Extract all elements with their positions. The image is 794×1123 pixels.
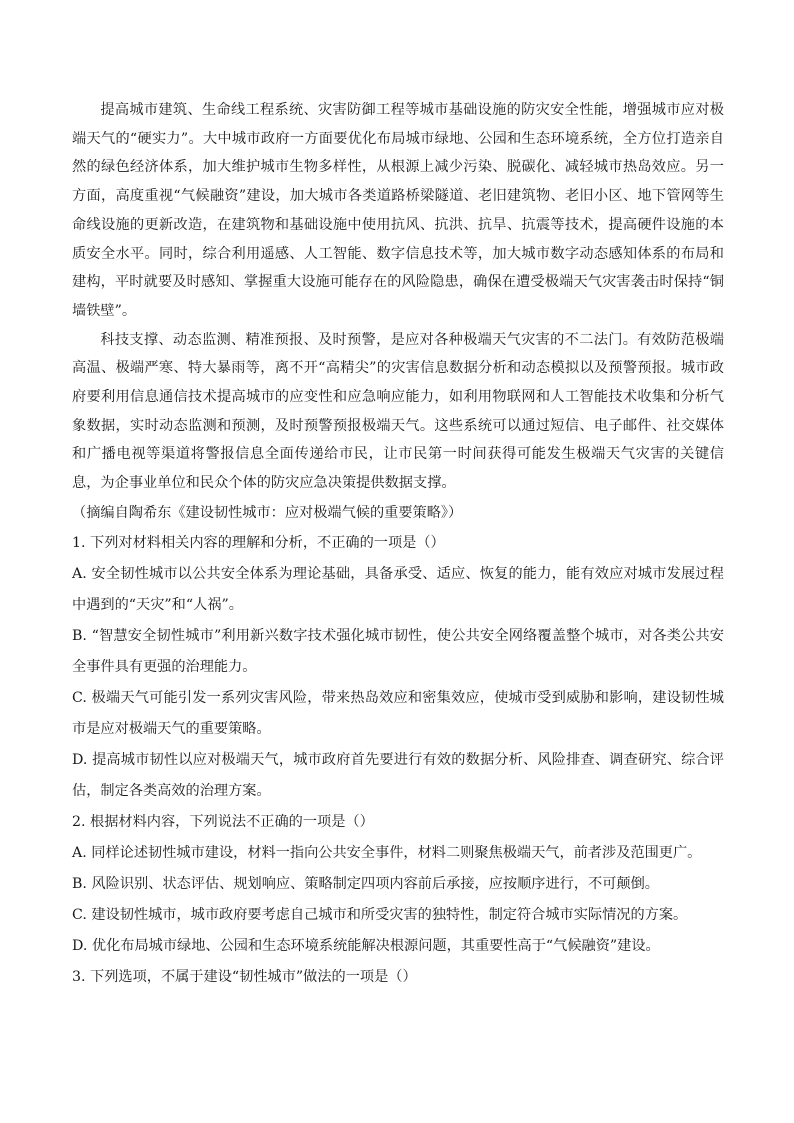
passage-paragraph-2: 科技支撑、动态监测、精准预报、及时预警，是应对各种极端天气灾害的不二法门。有效防范极端高温、极端严寒、特大暴雨等，离不开“高精尖”的灾害信息数据分析和动态模拟以及预警预报。城市政府要利用信息通信技术提高城市的应变性和应急响应能力，如利用物联网和人工智能技术收集和分析气象数据，实时动态监测和预测，及时预警预报极端天气。这些系统可以通过短信、电子邮件、社交媒体和广播电视等渠道将警报信息全面传递给市民，让市民第一时间获得可能发生极端天气灾害的关键信息，为企事业单位和民众个体的防灾应急决策提供数据支撑。 <box>72 331 724 492</box>
option-d: D. 提高城市韧性以应对极端天气，城市政府首先要进行有效的数据分析、风险排查、调查研究、综合评估，制定各类高效的治理方案。 <box>72 751 724 799</box>
option-b: B. “智慧安全韧性城市”利用新兴数字技术强化城市韧性，使公共安全网络覆盖整个城市，对各类公共安全事件具有更强的治理能力。 <box>72 627 724 675</box>
question-2 <box>72 807 724 962</box>
option-d: D. 优化布局城市绿地、公园和生态环境系统能解决根源问题，其重要性高于“气候融资”建设。 <box>72 937 660 954</box>
question-3 <box>72 962 724 993</box>
question-stem: 1. 下列对材料相关内容的理解和分析，不正确的一项是（） <box>72 534 445 551</box>
question-1 <box>72 528 724 807</box>
document-page <box>72 96 724 993</box>
option-a: A. 安全韧性城市以公共安全体系为理论基础，具备承受、适应、恢复的能力，能有效应对城市发展过程中遇到的“天灾”和“人祸”。 <box>72 565 724 613</box>
option-c: C. 极端天气可能引发一系列灾害风险，带来热岛效应和密集效应，使城市受到威胁和影响，建设韧性城市是应对极端天气的重要策略。 <box>72 689 724 737</box>
passage-paragraph-1: 提高城市建筑、生命线工程系统、灾害防御工程等城市基础设施的防灾安全性能，增强城市应对极端天气的“硬实力”。大中城市政府一方面要优化布局城市绿地、公园和生态环境系统，全方位打造亲自然的绿色经济体系，加大维护城市生物多样性，从根源上减少污染、脱碳化、减轻城市热岛效应。另一方面，高度重视“气候融资”建设，加大城市各类道路桥梁隧道、老旧建筑物、老旧小区、地下管网等生命线设施的更新改造，在建筑物和基础设施中使用抗风、抗洪、抗旱、抗震等技术，提高硬件设施的本质安全水平。同时，综合利用遥感、人工智能、数字信息技术等，加大城市数字动态感知体系的布局和建构，平时就要及时感知、掌握重大设施可能存在的风险隐患，确保在遭受极端天气灾害袭击时保持“铜墙铁壁”。 <box>72 102 724 319</box>
question-stem: 3. 下列选项，不属于建设“韧性城市”做法的一项是（） <box>72 968 417 985</box>
option-a: A. 同样论述韧性城市建设，材料一指向公共安全事件，材料二则聚焦极端天气，前者涉及范围更广。 <box>72 844 702 861</box>
option-b: B. 风险识别、状态评估、规划响应、策略制定四项内容前后承接，应按顺序进行，不可颠倒。 <box>72 875 659 892</box>
question-stem: 2. 根据材料内容，下列说法不正确的一项是（） <box>72 813 374 830</box>
passage-source: （摘编自陶希东《建设韧性城市：应对极端气候的重要策略》） <box>72 504 463 521</box>
option-c: C. 建设韧性城市，城市政府要考虑自己城市和所受灾害的独特性，制定符合城市实际情况的方案。 <box>72 906 688 923</box>
